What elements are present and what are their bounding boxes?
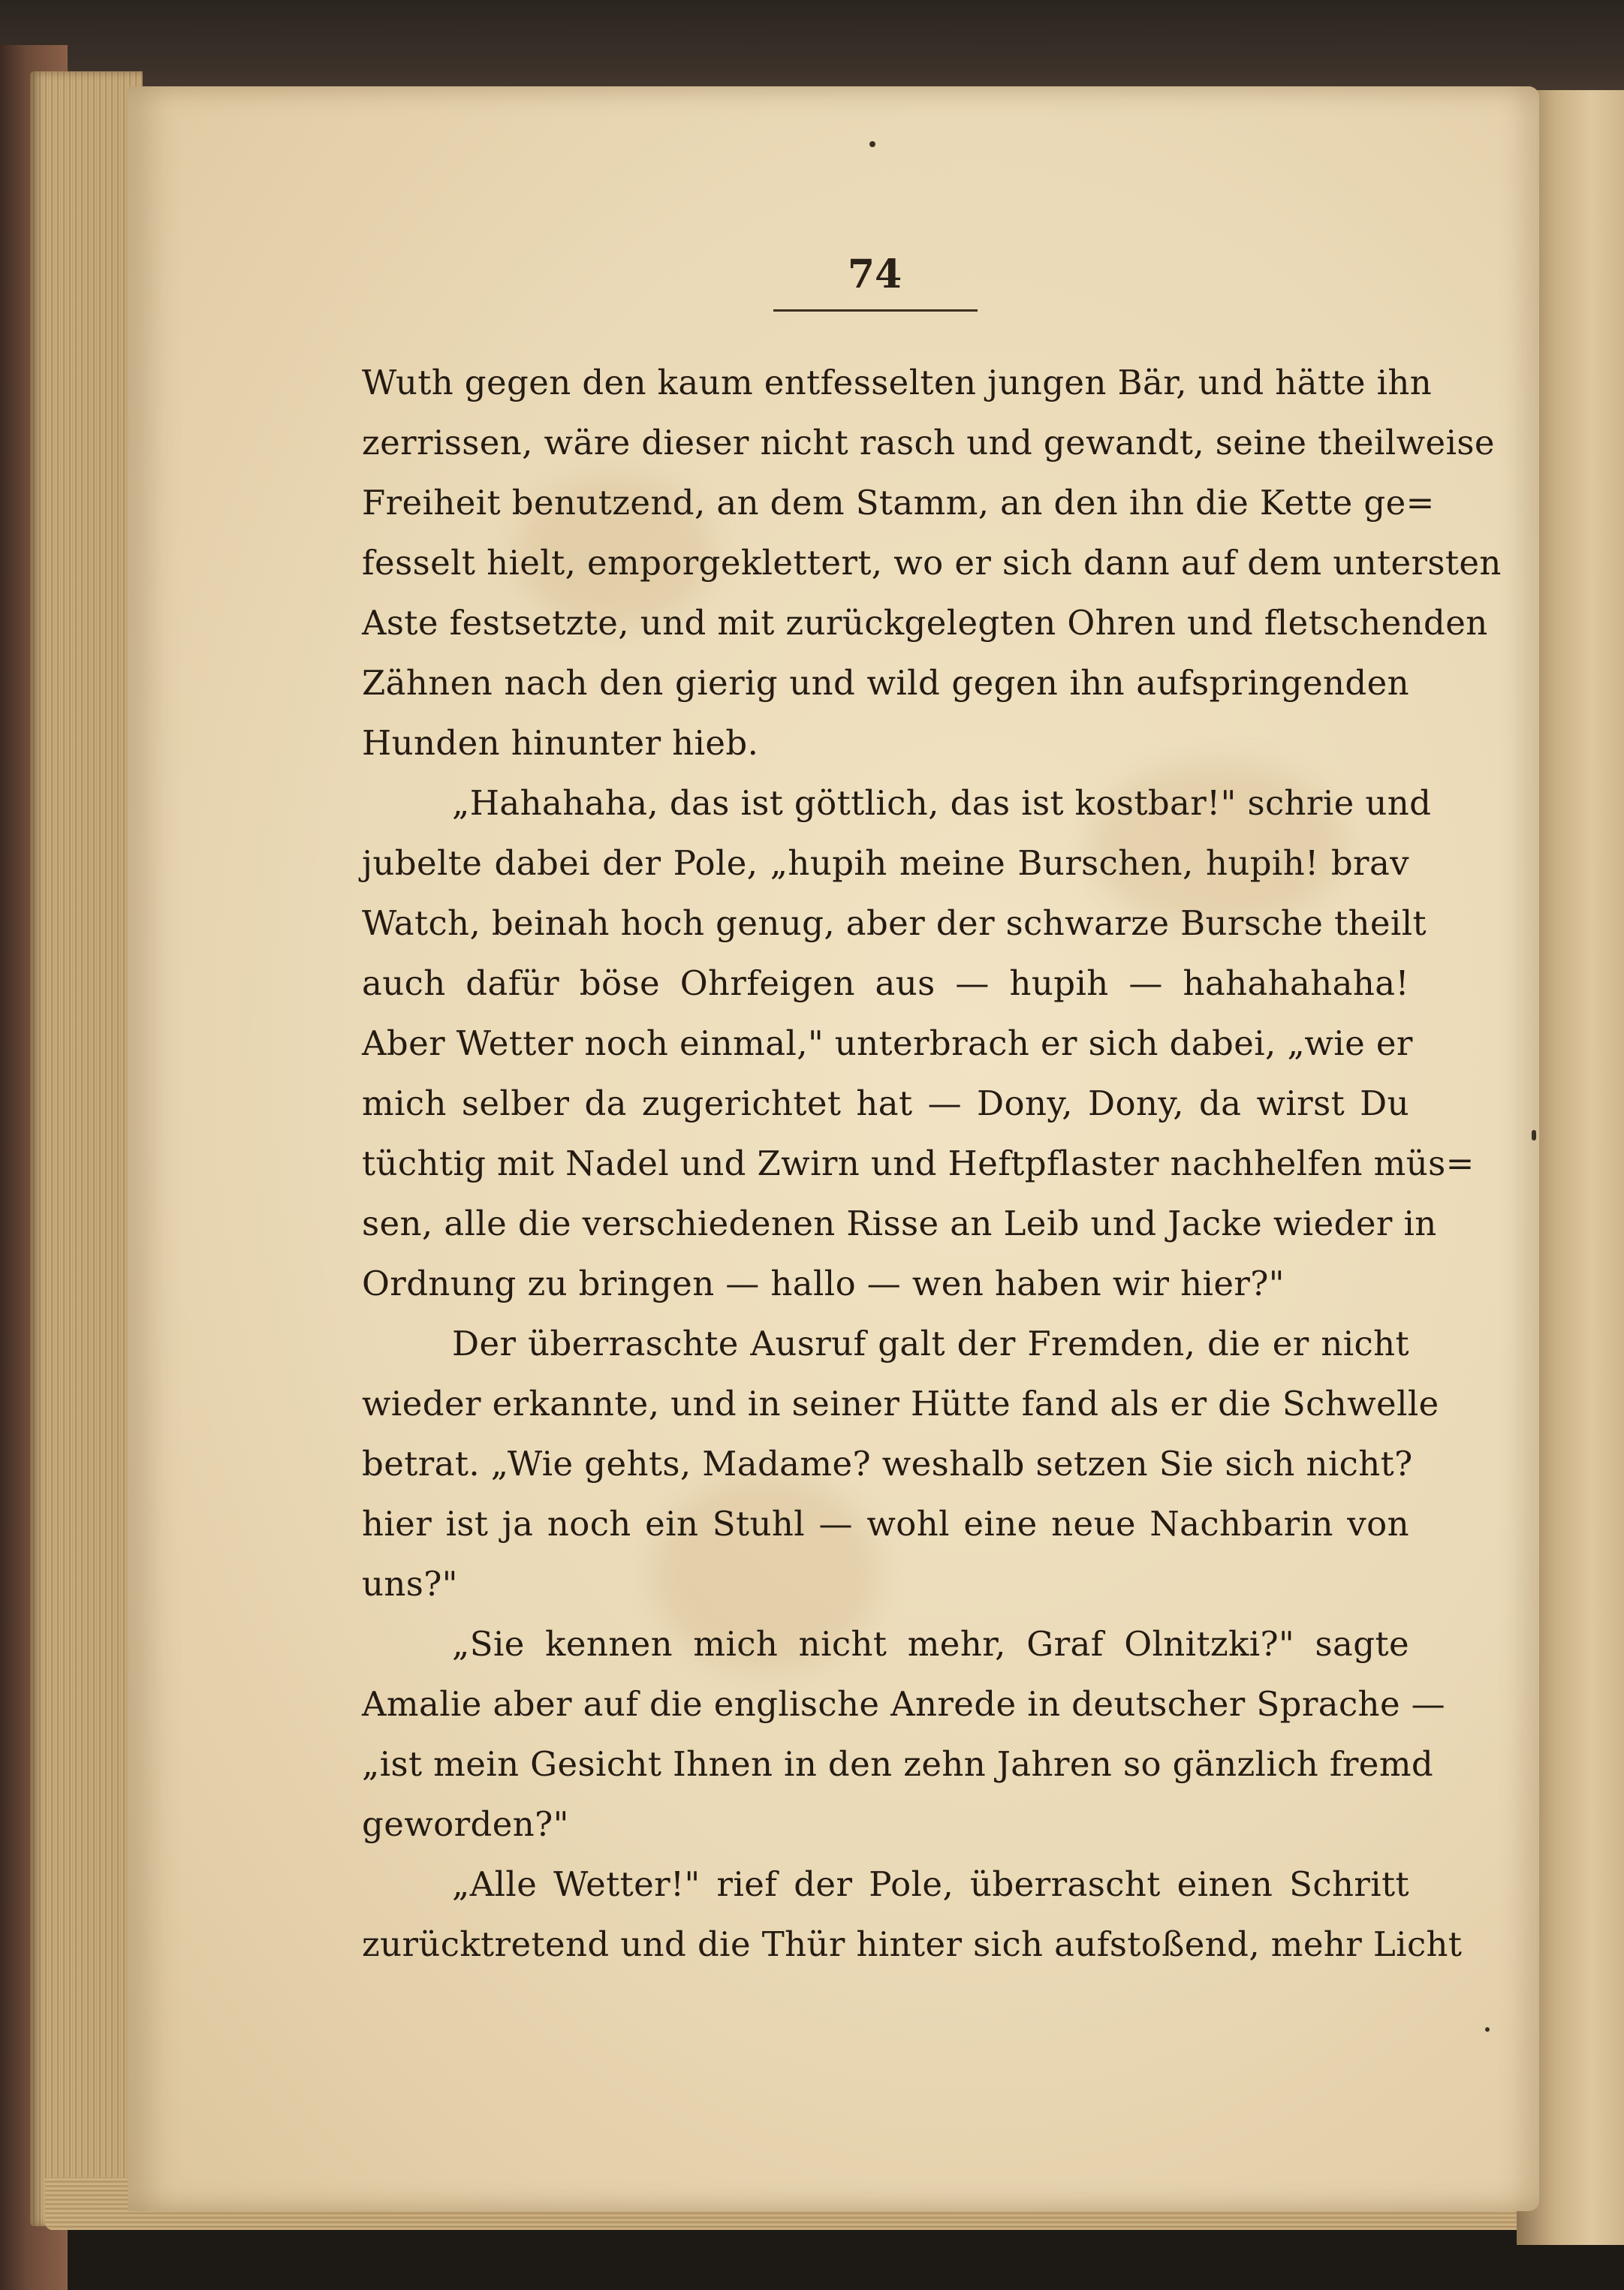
body-text (362, 353, 1502, 1975)
text-line: „Alle Wetter!" rief der Pole, überrascht einen Schritt (452, 1864, 1409, 1904)
text-line: jubelte dabei der Pole, „hupih meine Burschen, hupih! brav (362, 843, 1409, 883)
text-line: auch dafür böse Ohrfeigen aus — hupih — hahahahaha! (362, 963, 1409, 1003)
text-line: Aber Wetter noch einmal," unterbrach er sich dabei, „wie er (362, 1023, 1413, 1063)
text-line: Hunden hinunter hieb. (362, 723, 759, 763)
page-edges-left (30, 71, 143, 2226)
text-line: fesselt hielt, emporgeklettert, wo er sich dann auf dem untersten (362, 543, 1502, 583)
text-line: Zähnen nach den gierig und wild gegen ihn aufspringenden (362, 663, 1409, 703)
text-line: wieder erkannte, und in seiner Hütte fand als er die Schwelle (362, 1384, 1439, 1424)
text-line: Der überraschte Ausruf galt der Fremden, die er nicht (452, 1324, 1409, 1363)
text-line: sen, alle die verschiedenen Risse an Leib und Jacke wieder in (362, 1204, 1437, 1243)
text-line: zerrissen, wäre dieser nicht rasch und gewandt, seine theilweise (362, 423, 1495, 463)
text-line: Aste festsetzte, und mit zurückgelegten Ohren und fletschenden (362, 603, 1488, 643)
text-line: Wuth gegen den kaum entfesselten jungen Bär, und hätte ihn (362, 363, 1433, 402)
text-line: mich selber da zugerichtet hat — Dony, Dony, da wirst Du (362, 1083, 1409, 1123)
text-line: tüchtig mit Nadel und Zwirn und Heftpflaster nachhelfen müs= (362, 1143, 1475, 1183)
text-line: „Hahahaha, das ist göttlich, das ist kostbar!" schrie und (452, 783, 1432, 823)
text-line: „Sie kennen mich nicht mehr, Graf Olnitzki?" sagte (452, 1624, 1409, 1664)
text-line: Watch, beinah hoch genug, aber der schwarze Bursche theilt (362, 903, 1427, 943)
text-line: Freiheit benutzend, an dem Stamm, an den ihn die Kette ge= (362, 483, 1435, 523)
page-number: 74 (847, 252, 902, 297)
text-line: Ordnung zu bringen — hallo — wen haben wir hier?" (362, 1264, 1285, 1303)
ink-speck (1532, 1130, 1536, 1140)
page-number-rule (773, 309, 978, 312)
text-line: zurücktretend und die Thür hinter sich aufstoßend, mehr Licht (362, 1924, 1463, 1964)
text-line: „ist mein Gesicht Ihnen in den zehn Jahren so gänzlich fremd (362, 1744, 1434, 1784)
ink-speck (1485, 2027, 1490, 2032)
text-line: geworden?" (362, 1804, 569, 1844)
ink-speck (869, 141, 875, 147)
text-line: betrat. „Wie gehts, Madame? weshalb setzen Sie sich nicht? (362, 1444, 1413, 1484)
text-line: uns?" (362, 1564, 458, 1604)
text-line: Amalie aber auf die englische Anrede in deutscher Sprache — (362, 1684, 1446, 1724)
text-line: hier ist ja noch ein Stuhl — wohl eine neue Nachbarin von (362, 1504, 1409, 1544)
